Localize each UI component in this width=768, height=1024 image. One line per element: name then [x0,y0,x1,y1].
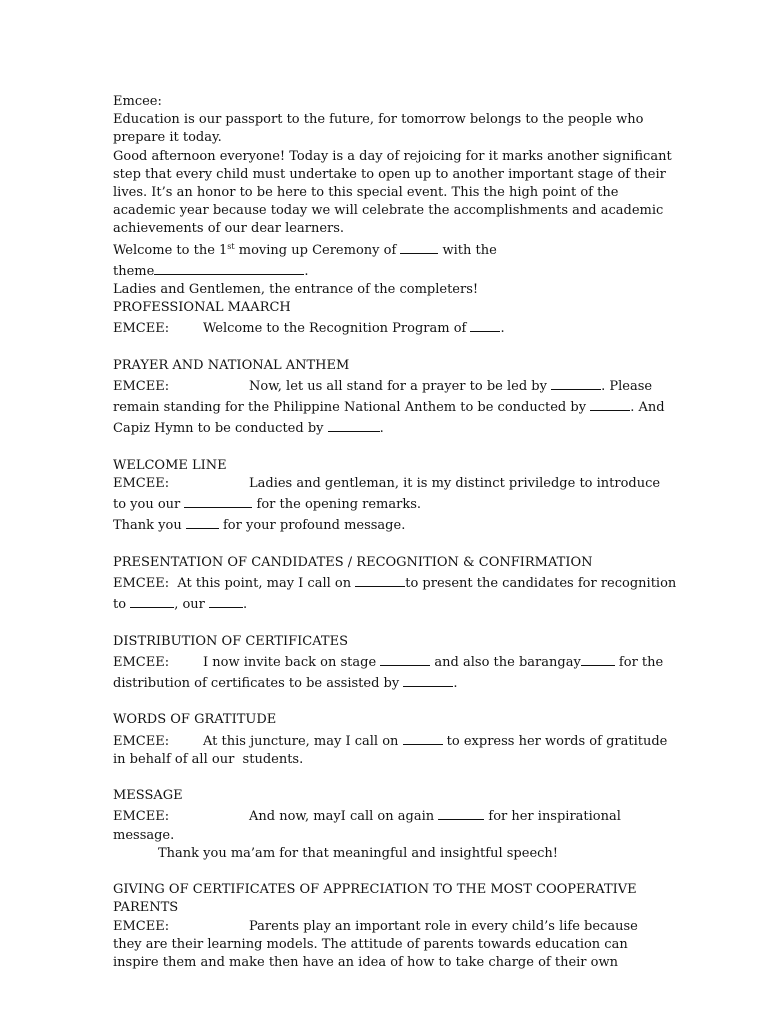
presentation-text-2c: . [243,597,248,613]
theme-label: theme [113,263,155,279]
gratitude-line-1 [113,730,668,751]
guest-blank [380,651,430,666]
welcome-line-text-3a: Thank you [113,518,186,534]
welcome-text-a: Welcome to the 1 [113,242,228,258]
program-blank [470,317,500,332]
emcee-tag: EMCEE: [113,321,170,337]
gratitude-line-2: in behalf of all our students. [113,751,304,767]
theme-line [113,260,658,281]
message-text-1b: for her inspirational [484,809,621,825]
presentation-line-1 [113,572,677,593]
distribution-line-2 [113,672,658,693]
anthem-text-a: remain standing for the Philippine National Anthem to be conducted by [113,400,591,416]
prayer-line-2 [113,396,665,417]
message-speaker-blank [438,805,484,820]
gratitude-text-1b: to express her words of gratitude [442,733,668,749]
welcome-heading: WELCOME LINE [113,457,227,473]
presentation-text-2a: to [113,597,131,613]
march-text-a: Welcome to the Recognition Program of [203,321,471,337]
gratitude-text-1a: At this juncture, may I call on [203,733,403,749]
greeting-line-1: Good afternoon everyone! Today is a day of rejoicing for it marks another significant [113,148,672,164]
distribution-text-2a: distribution of certificates to be assisted by [113,676,404,692]
message-text-1a: And now, mayI call on again [249,809,439,825]
section-gap [113,339,658,357]
presentation-text-2b: , our [174,597,209,613]
parents-text-1: Parents play an important role in every child’s life because [249,918,638,934]
greeting-line-3: lives. It’s an honor to be here to this special event. This the high point of the [113,185,619,201]
distribution-line-1 [113,651,664,672]
emcee-tag: EMCEE: [113,809,170,825]
welcome-line-text-2b: for the opening remarks. [252,497,422,513]
gratitude-speaker-blank [403,730,443,745]
prayer-leader-blank [551,375,601,390]
emcee-tag: EMCEE: [113,918,170,934]
welcome-line-text-1: Ladies and gentleman, it is my distinct priviledge to introduce [249,476,661,492]
greeting-line-2: step that every child must undertake to open up to another important stage of their [113,166,666,182]
distribution-text-2b: . [453,676,458,692]
ordinal-suffix: st [227,241,235,251]
message-line-1 [113,805,658,826]
barangay-blank [581,651,615,666]
parents-heading-2: PARENTS [113,900,179,916]
message-heading: MESSAGE [113,788,183,804]
presentation-line-2 [113,593,658,614]
section-gap [113,863,658,881]
quote-line-1: Education is our passport to the future, for tomorrow belongs to the people who [113,112,644,128]
presentation-text-1a: EMCEE: At this point, may I call on [113,576,356,592]
welcome-line-text-2a: to you our [113,497,185,513]
distribution-text-1b: and also the barangay [430,654,581,670]
section-gap [113,769,658,787]
distribution-heading: DISTRIBUTION OF CERTIFICATES [113,633,348,649]
march-text-b: . [500,321,505,337]
thanks-blank [186,514,219,529]
welcome-text-c: with the [438,242,497,258]
prayer-text-b: . Please [601,379,653,395]
presentation-heading: PRESENTATION OF CANDIDATES / RECOGNITION & CONFIRMATION [113,554,593,570]
prayer-heading: PRAYER AND NATIONAL ANTHEM [113,357,350,373]
march-heading: PROFESSIONAL MAARCH [113,300,291,316]
anthem-conductor-blank [590,396,630,411]
section-gap [113,693,658,711]
hymn-text-a: Capiz Hymn to be conducted by [113,421,328,437]
distribution-text-1c: for the [614,654,664,670]
section-gap [113,614,658,632]
message-line-2: message. [113,827,175,843]
prayer-line-3 [113,417,658,438]
presentation-text-1b: to present the candidates for recognition [405,576,677,592]
speaker-blank [184,493,252,508]
parents-line-3: inspire them and make then have an idea of how to take charge of their own [113,955,618,971]
document-page [113,93,677,972]
welcome-line-text-3b: for your profound message. [218,518,406,534]
school-blank [400,239,438,254]
presenter-blank [355,572,405,587]
emcee-tag: EMCEE: [113,654,170,670]
welcome-text-b: moving up Ceremony of [234,242,401,258]
gratitude-heading: WORDS OF GRATITUDE [113,712,277,728]
quote-line-2: prepare it today. [113,130,222,146]
emcee-tag: EMCEE: [113,476,170,492]
emcee-tag: EMCEE: [113,379,170,395]
anthem-text-b: . And [630,400,665,416]
welcome-line [113,239,658,260]
parents-line-1 [113,918,658,936]
parents-line-2: they are their learning models. The attitude of parents towards education can [113,936,628,952]
parents-heading-1: GIVING OF CERTIFICATES OF APPRECIATION TO THE MOST COOPERATIVE [113,882,637,898]
welcome-line-3 [113,514,658,535]
greeting-line-4: academic year because today we will celebrate the accomplishments and academic [113,203,664,219]
distribution-text-1a: I now invite back on stage [203,654,381,670]
prayer-text-a: Now, let us all stand for a prayer to be led by [249,379,552,395]
greeting-line-5: achievements of our dear learners. [113,221,345,237]
hymn-text-b: . [379,421,384,437]
theme-blank [154,260,304,275]
welcome-line-1 [113,475,661,493]
theme-end: . [304,263,309,279]
prayer-line-1 [113,375,658,396]
message-line-3: Thank you ma’am for that meaningful and insightful speech! [158,845,559,861]
emcee-label: Emcee: [113,94,162,109]
assistant-blank [403,672,453,687]
march-line [113,317,658,338]
title-blank [209,593,243,608]
entrance-line: Ladies and Gentlemen, the entrance of the completers! [113,282,479,298]
hymn-conductor-blank [328,417,380,432]
recipient-blank [130,593,174,608]
welcome-line-2 [113,493,658,514]
section-gap [113,536,658,554]
section-gap [113,439,658,457]
emcee-tag: EMCEE: [113,733,170,749]
